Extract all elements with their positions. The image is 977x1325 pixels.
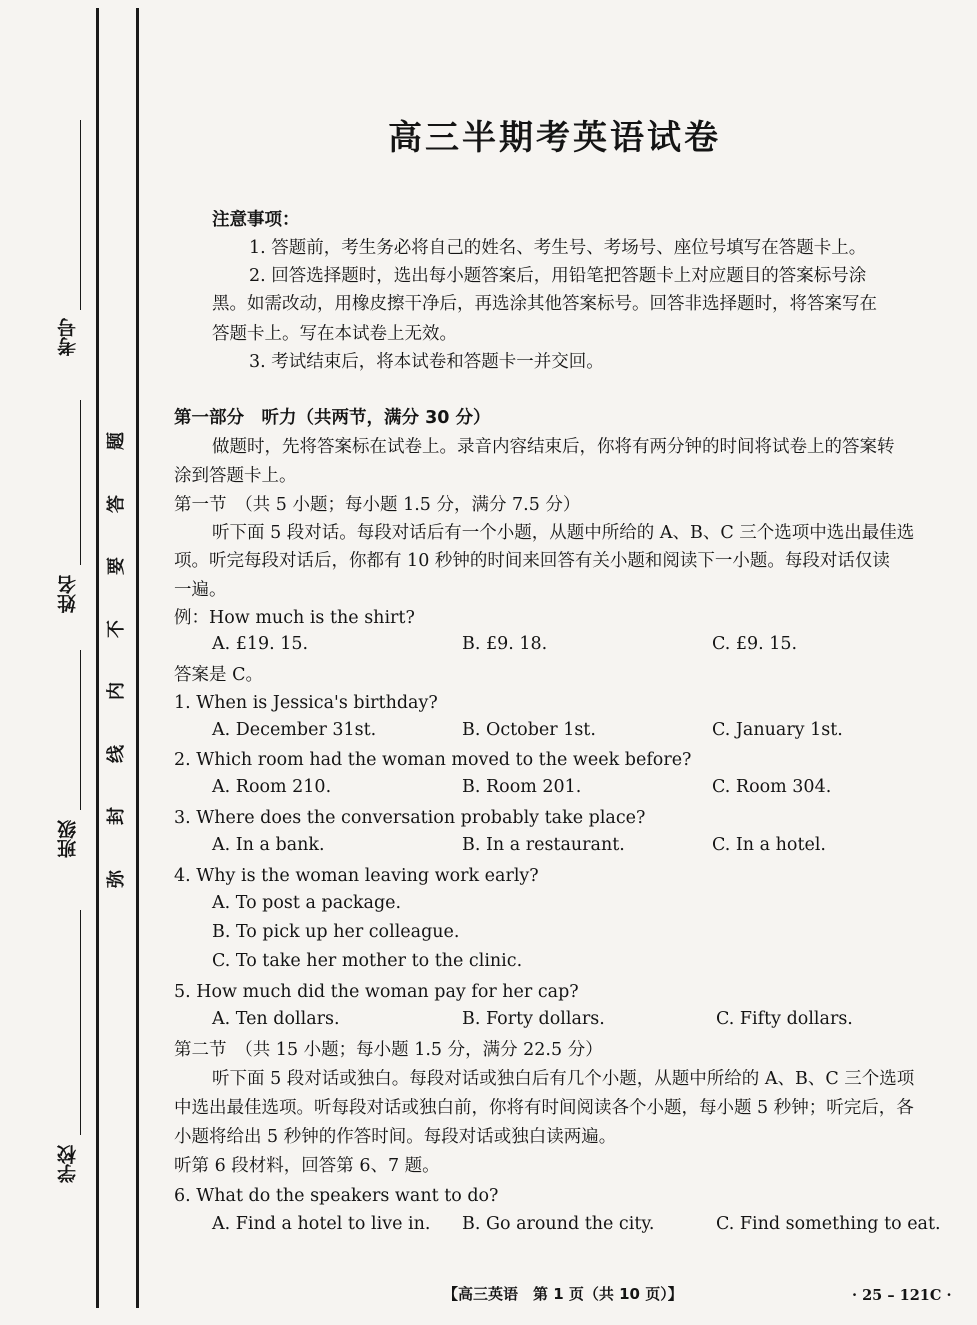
question-3: 3. Where does the conversation probably take place? <box>174 808 646 828</box>
part1-intro: 做题时，先将答案标在试卷上。录音内容结束后，你将有两分钟的时间将试卷上的答案转 <box>212 437 895 457</box>
q3-option-a: A. In a bank. <box>212 835 325 855</box>
question-2: 2. Which room had the woman moved to the week before? <box>174 750 692 770</box>
section1-heading: 第一节 （共 5 小题；每小题 1.5 分，满分 7.5 分） <box>174 495 581 515</box>
name-line <box>80 400 81 565</box>
question-5: 5. How much did the woman pay for her cap? <box>174 982 579 1002</box>
q1-option-a: A. December 31st. <box>212 720 377 740</box>
part1-intro: 涂到答题卡上。 <box>174 466 297 486</box>
q3-option-b: B. In a restaurant. <box>462 835 625 855</box>
paper-code: · 25 – 121C · <box>852 1287 952 1304</box>
seal-char: 封 <box>106 807 127 826</box>
q5-option-a: A. Ten dollars. <box>212 1009 340 1029</box>
q1-option-b: B. October 1st. <box>462 720 596 740</box>
q4-option-b: B. To pick up her colleague. <box>212 922 460 942</box>
example-option-b: B. £9. 18. <box>462 634 548 654</box>
example-question: 例：How much is the shirt? <box>174 608 415 628</box>
seal-char: 要 <box>106 557 127 576</box>
section2-material: 听第 6 段材料，回答第 6、7 题。 <box>174 1156 440 1176</box>
seal-char: 弥 <box>106 869 127 888</box>
seal-warning <box>102 430 132 890</box>
part1-heading: 第一部分 听力（共两节，满分 30 分） <box>174 408 491 428</box>
example-option-c: C. £9. 15. <box>712 634 798 654</box>
name-label: 姓名 <box>57 575 79 613</box>
notice-item: 黑。如需改动，用橡皮擦干净后，再选涂其他答案标号。回答非选择题时，将答案写在 <box>212 294 877 314</box>
q5-option-b: B. Forty dollars. <box>462 1009 605 1029</box>
q6-option-c: C. Find something to eat. <box>716 1214 941 1234</box>
seal-char: 内 <box>106 682 127 701</box>
q4-option-c: C. To take her mother to the clinic. <box>212 951 523 971</box>
section2-intro: 中选出最佳选项。听每段对话或独白前，你将有时间阅读各个小题，每小题 5 秒钟；听完后，各 <box>174 1098 914 1118</box>
section2-heading: 第二节 （共 15 小题；每小题 1.5 分，满分 22.5 分） <box>174 1040 603 1060</box>
school-label: 学校 <box>57 1145 79 1183</box>
question-1: 1. When is Jessica's birthday? <box>174 693 438 713</box>
q6-option-a: A. Find a hotel to live in. <box>212 1214 431 1234</box>
example-option-a: A. £19. 15. <box>212 634 309 654</box>
school-line <box>80 910 81 1135</box>
section1-intro: 项。听完每段对话后，你都有 10 秒钟的时间来回答有关小题和阅读下一小题。每段对话仅读 <box>174 551 890 571</box>
section2-intro: 小题将给出 5 秒钟的作答时间。每段对话或独白读两遍。 <box>174 1127 617 1147</box>
q4-option-a: A. To post a package. <box>212 893 402 913</box>
page-footer: 【高三英语 第 1 页（共 10 页）】 <box>443 1285 683 1303</box>
class-line <box>80 650 81 810</box>
seal-char: 答 <box>106 494 127 513</box>
notice-item: 3. 考试结束后，将本试卷和答题卡一并交回。 <box>249 352 604 372</box>
class-label: 班级 <box>57 820 79 858</box>
q1-option-c: C. January 1st. <box>712 720 843 740</box>
section1-intro: 听下面 5 段对话。每段对话后有一个小题，从题中所给的 A、B、C 三个选项中选出最佳选 <box>212 523 915 543</box>
question-6: 6. What do the speakers want to do? <box>174 1186 499 1206</box>
q6-option-b: B. Go around the city. <box>462 1214 655 1234</box>
margin-line-inner <box>136 8 139 1308</box>
section2-intro: 听下面 5 段对话或独白。每段对话或独白后有几个小题，从题中所给的 A、B、C 三个选项 <box>212 1069 915 1089</box>
margin-line-outer <box>96 8 99 1308</box>
q2-option-b: B. Room 201. <box>462 777 582 797</box>
example-answer: 答案是 C。 <box>174 665 263 685</box>
exam-number-label: 考号 <box>57 318 79 356</box>
notice-item: 2. 回答选择题时，选出每小题答案后，用铅笔把答题卡上对应题目的答案标号涂 <box>249 266 867 286</box>
exam-number-line <box>80 120 81 310</box>
notice-item: 1. 答题前，考生务必将自己的姓名、考生号、考场号、座位号填写在答题卡上。 <box>249 238 867 258</box>
q5-option-c: C. Fifty dollars. <box>716 1009 853 1029</box>
section1-intro: 一遍。 <box>174 580 227 600</box>
exam-title: 高三半期考英语试卷 <box>388 118 721 158</box>
q2-option-a: A. Room 210. <box>212 777 332 797</box>
binding-margin <box>0 0 150 1325</box>
seal-char: 线 <box>106 744 127 763</box>
seal-char: 题 <box>106 432 127 450</box>
seal-char: 不 <box>106 619 127 638</box>
notice-heading: 注意事项： <box>212 210 300 230</box>
question-4: 4. Why is the woman leaving work early? <box>174 866 539 886</box>
q3-option-c: C. In a hotel. <box>712 835 826 855</box>
notice-item: 答题卡上。写在本试卷上无效。 <box>212 324 457 344</box>
q2-option-c: C. Room 304. <box>712 777 832 797</box>
